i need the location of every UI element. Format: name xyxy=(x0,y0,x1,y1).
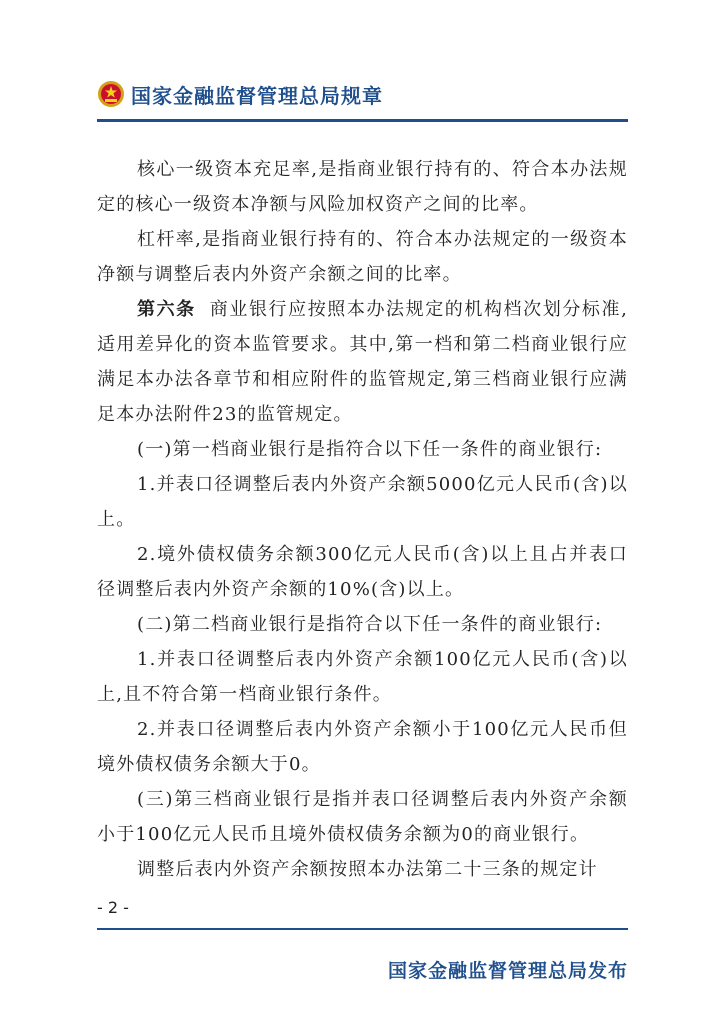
page-number: - 2 - xyxy=(97,898,129,917)
article-number: 第六条 xyxy=(137,299,196,320)
paragraph: (一)第一档商业银行是指符合以下任一条件的商业银行: xyxy=(137,439,603,460)
paragraph: 核心一级资本充足率,是指商业银行持有的、符合本办法规定的核心一级资本净额与风险加权资产之间的比率。 xyxy=(97,159,628,215)
header-divider xyxy=(97,119,628,122)
paragraph: 2.并表口径调整后表内外资产余额小于100亿元人民币但境外债权债务余额大于0。 xyxy=(97,719,628,775)
paragraph: (二)第二档商业银行是指符合以下任一条件的商业银行: xyxy=(137,614,603,635)
paragraph: 杠杆率,是指商业银行持有的、符合本办法规定的一级资本净额与调整后表内外资产余额之间的比率。 xyxy=(97,229,628,285)
paragraph: 调整后表内外资产余额按照本办法第二十三条的规定计 xyxy=(137,859,598,880)
paragraph: 第六条 商业银行应按照本办法规定的机构档次划分标准,适用差异化的资本监管要求。其中,第一档和第二档商业银行应满足本办法各章节和相应附件的监管规定,第三档商业银行应满足本办法附件23的监管规定。 xyxy=(97,299,628,425)
paragraph: 2.境外债权债务余额300亿元人民币(含)以上且占并表口径调整后表内外资产余额的10%(含)以上。 xyxy=(97,544,628,600)
footer-publisher: 国家金融监督管理总局发布 xyxy=(387,960,628,982)
page-header xyxy=(97,76,383,112)
paragraph: 1.并表口径调整后表内外资产余额5000亿元人民币(含)以上。 xyxy=(97,474,628,530)
document-body xyxy=(97,152,628,887)
header-title: 国家金融监督管理总局规章 xyxy=(131,83,383,108)
national-emblem-icon xyxy=(97,80,125,108)
footer-divider xyxy=(97,928,628,930)
paragraph: (三)第三档商业银行是指并表口径调整后表内外资产余额小于100亿元人民币且境外债权债务余额为0的商业银行。 xyxy=(97,789,628,845)
paragraph: 1.并表口径调整后表内外资产余额100亿元人民币(含)以上,且不符合第一档商业银行条件。 xyxy=(97,649,628,705)
